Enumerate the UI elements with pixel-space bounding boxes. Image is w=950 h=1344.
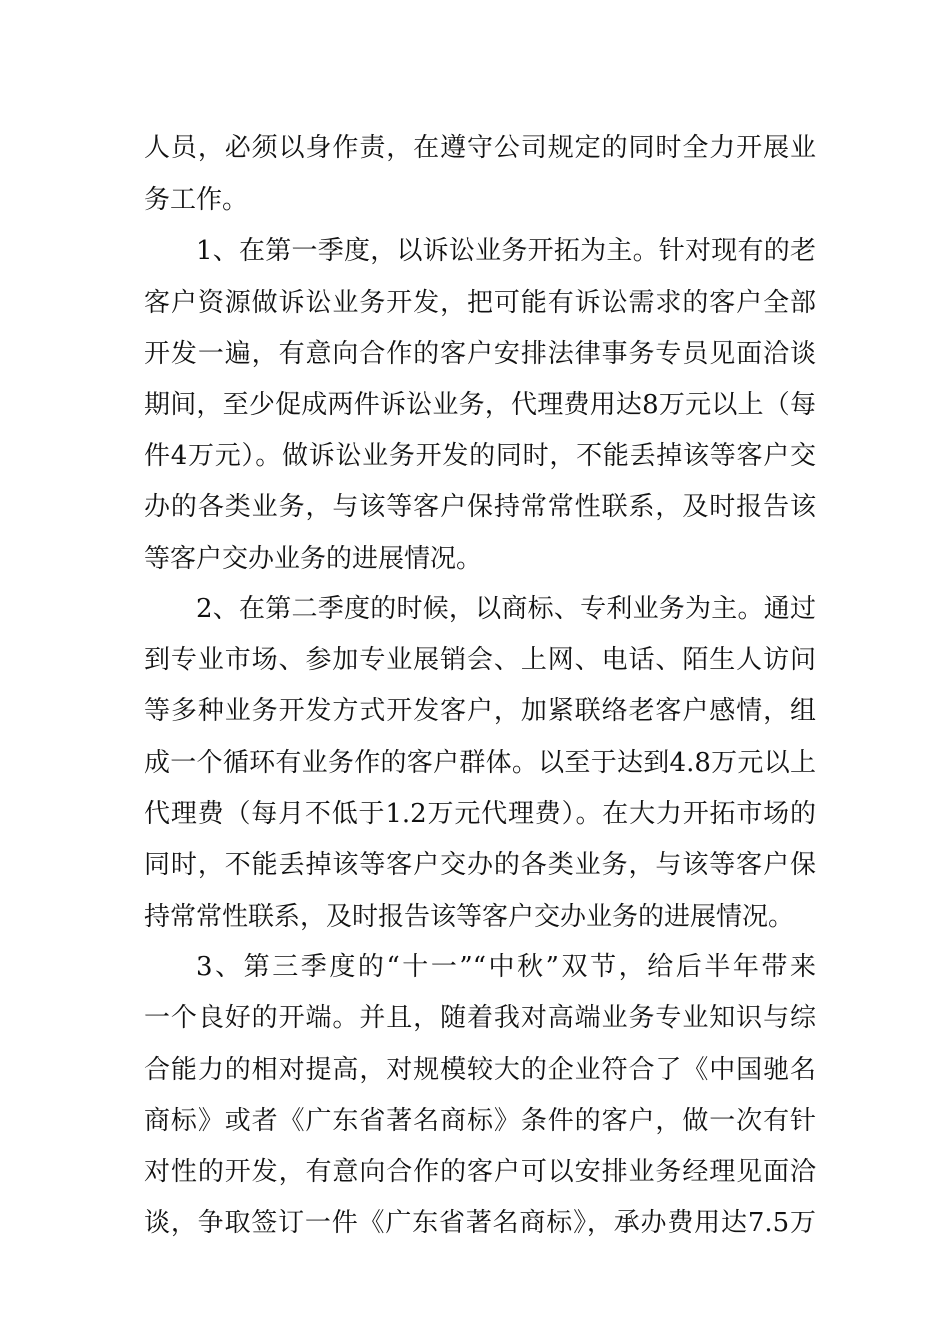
text-line: 谈，争取签订一件《广东省著名商标》，承办费用达7.5万 (144, 1208, 816, 1238)
text-line: 代理费（每月不低于1.2万元代理费）。在大力开拓市场的 (144, 799, 816, 829)
text-line: 期间，至少促成两件诉讼业务，代理费用达8万元以上（每 (144, 390, 816, 420)
text-line: 同时，不能丢掉该等客户交办的各类业务，与该等客户保 (144, 850, 816, 880)
text-line: 1、在第一季度，以诉讼业务开拓为主。针对现有的老 (196, 236, 816, 266)
text-line: 3、第三季度的“十一”“中秋”双节，给后半年带来 (196, 952, 816, 982)
text-line: 等客户交办业务的进展情况。 (144, 544, 483, 574)
text-line: 商标》或者《广东省著名商标》条件的客户，做一次有针 (144, 1106, 816, 1136)
text-line: 对性的开发，有意向合作的客户可以安排业务经理见面洽 (144, 1157, 816, 1187)
text-line: 务工作。 (144, 185, 249, 215)
text-line: 成一个循环有业务作的客户群体。以至于达到4.8万元以上 (144, 748, 816, 778)
text-line: 持常常性联系，及时报告该等客户交办业务的进展情况。 (144, 902, 795, 932)
text-line: 到专业市场、参加专业展销会、上网、电话、陌生人访问 (144, 645, 816, 675)
text-line: 等多种业务开发方式开发客户，加紧联络老客户感情，组 (144, 696, 816, 726)
text-line: 人员，必须以身作责，在遵守公司规定的同时全力开展业 (144, 133, 816, 163)
text-line: 办的各类业务，与该等客户保持常常性联系，及时报告该 (144, 492, 816, 522)
text-line: 一个良好的开端。并且，随着我对高端业务专业知识与综 (144, 1003, 816, 1033)
text-line: 客户资源做诉讼业务开发，把可能有诉讼需求的客户全部 (144, 288, 816, 318)
text-line: 2、在第二季度的时候，以商标、专利业务为主。通过 (196, 594, 816, 624)
text-line: 合能力的相对提高，对规模较大的企业符合了《中国驰名 (144, 1055, 816, 1085)
text-line: 开发一遍，有意向合作的客户安排法律事务专员见面洽谈 (144, 339, 816, 369)
text-line: 件4万元）。做诉讼业务开发的同时，不能丢掉该等客户交 (144, 441, 816, 471)
